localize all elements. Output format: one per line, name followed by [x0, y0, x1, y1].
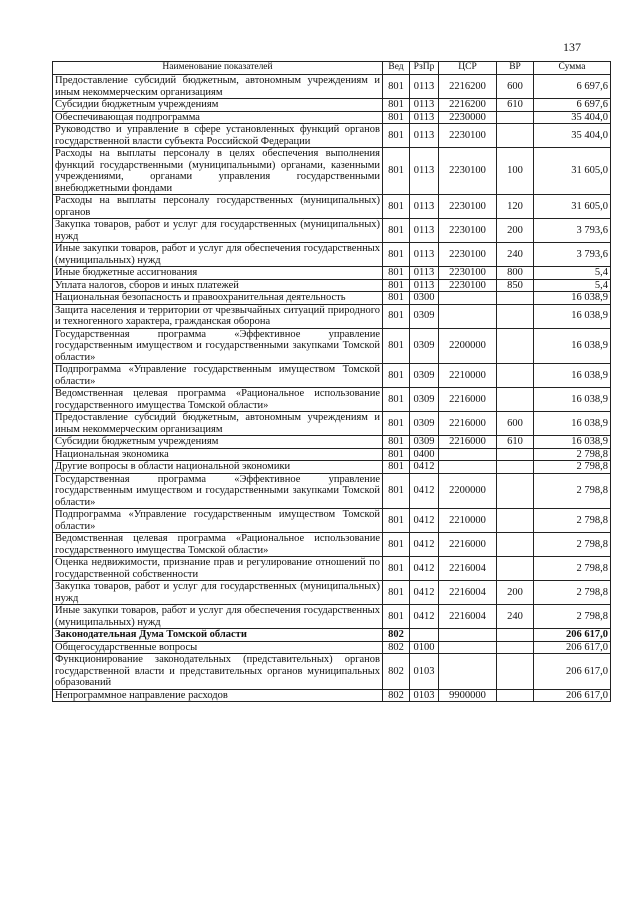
row-vr — [497, 461, 534, 474]
row-name: Субсидии бюджетным учреждениям — [53, 436, 383, 449]
row-rzpr: 0113 — [410, 195, 439, 219]
row-rzpr: 0412 — [410, 581, 439, 605]
table-row — [53, 641, 611, 654]
row-vr: 200 — [497, 219, 534, 243]
row-vr: 600 — [497, 75, 534, 99]
row-vr — [497, 473, 534, 509]
row-ved: 801 — [383, 364, 410, 388]
row-sum: 5,4 — [534, 267, 611, 280]
row-vr — [497, 388, 534, 412]
row-name: Уплата налогов, сборов и иных платежей — [53, 279, 383, 292]
row-csr — [439, 304, 497, 328]
row-csr: 2216000 — [439, 436, 497, 449]
row-csr: 2216004 — [439, 605, 497, 629]
row-rzpr: 0412 — [410, 509, 439, 533]
row-name: Национальная экономика — [53, 448, 383, 461]
row-sum: 2 798,8 — [534, 557, 611, 581]
row-name: Обеспечивающая подпрограмма — [53, 111, 383, 124]
row-name: Другие вопросы в области национальной экономики — [53, 461, 383, 474]
header-sum: Сумма — [534, 62, 611, 75]
row-ved: 802 — [383, 641, 410, 654]
row-csr: 2200000 — [439, 473, 497, 509]
row-ved: 801 — [383, 581, 410, 605]
row-sum: 6 697,6 — [534, 99, 611, 112]
table-row — [53, 279, 611, 292]
row-ved: 801 — [383, 195, 410, 219]
table-row — [53, 267, 611, 280]
header-ved: Вед — [383, 62, 410, 75]
table-row — [53, 243, 611, 267]
row-csr: 2216000 — [439, 533, 497, 557]
row-rzpr: 0412 — [410, 533, 439, 557]
table-row — [53, 99, 611, 112]
row-ved: 801 — [383, 292, 410, 305]
table-row — [53, 148, 611, 195]
row-vr — [497, 328, 534, 364]
row-sum: 206 617,0 — [534, 654, 611, 690]
row-name: Предоставление субсидий бюджетным, автономным учреждениям и иным некоммерческим организациям — [53, 412, 383, 436]
table-header-row — [53, 62, 611, 75]
table-body — [53, 75, 611, 702]
row-rzpr: 0412 — [410, 557, 439, 581]
row-sum: 3 793,6 — [534, 243, 611, 267]
row-ved: 801 — [383, 279, 410, 292]
row-vr: 600 — [497, 412, 534, 436]
row-vr: 610 — [497, 99, 534, 112]
row-vr — [497, 364, 534, 388]
row-name: Оценка недвижимости, признание прав и регулирование отношений по государственной собственности — [53, 557, 383, 581]
row-vr: 200 — [497, 581, 534, 605]
table-row — [53, 448, 611, 461]
table-row — [53, 509, 611, 533]
row-name: Законодательная Дума Томской области — [53, 629, 383, 642]
table-row — [53, 364, 611, 388]
row-rzpr: 0113 — [410, 99, 439, 112]
table-row — [53, 111, 611, 124]
table-row — [53, 581, 611, 605]
row-ved: 801 — [383, 533, 410, 557]
row-rzpr: 0412 — [410, 605, 439, 629]
row-ved: 801 — [383, 267, 410, 280]
budget-table — [52, 61, 611, 702]
page-number: 137 — [563, 40, 581, 54]
row-rzpr: 0103 — [410, 689, 439, 702]
row-ved: 801 — [383, 448, 410, 461]
row-rzpr: 0309 — [410, 436, 439, 449]
row-name: Подпрограмма «Управление государственным имуществом Томской области» — [53, 509, 383, 533]
row-rzpr: 0113 — [410, 124, 439, 148]
row-rzpr: 0113 — [410, 243, 439, 267]
row-ved: 802 — [383, 629, 410, 642]
row-name: Ведомственная целевая программа «Рациональное использование государственного имущества Томской области» — [53, 388, 383, 412]
row-sum: 31 605,0 — [534, 195, 611, 219]
row-vr: 240 — [497, 243, 534, 267]
table-row — [53, 388, 611, 412]
row-sum: 2 798,8 — [534, 581, 611, 605]
row-sum: 206 617,0 — [534, 689, 611, 702]
table-row — [53, 75, 611, 99]
row-ved: 801 — [383, 436, 410, 449]
row-vr: 850 — [497, 279, 534, 292]
row-ved: 801 — [383, 148, 410, 195]
row-vr — [497, 448, 534, 461]
row-rzpr: 0309 — [410, 412, 439, 436]
row-csr: 2216004 — [439, 557, 497, 581]
row-name: Иные бюджетные ассигнования — [53, 267, 383, 280]
table-row — [53, 219, 611, 243]
row-sum: 2 798,8 — [534, 461, 611, 474]
row-csr: 2230100 — [439, 279, 497, 292]
header-vr: ВР — [497, 62, 534, 75]
row-sum: 16 038,9 — [534, 388, 611, 412]
row-csr: 2200000 — [439, 328, 497, 364]
table-row — [53, 195, 611, 219]
row-rzpr: 0113 — [410, 219, 439, 243]
row-ved: 801 — [383, 111, 410, 124]
row-sum: 2 798,8 — [534, 448, 611, 461]
row-csr: 2230100 — [439, 124, 497, 148]
row-vr: 800 — [497, 267, 534, 280]
row-sum: 2 798,8 — [534, 509, 611, 533]
row-name: Подпрограмма «Управление государственным имуществом Томской области» — [53, 364, 383, 388]
table-row — [53, 689, 611, 702]
row-vr: 610 — [497, 436, 534, 449]
row-name: Функционирование законодательных (представительных) органов государственной власти и представительных органов муниципальных образований — [53, 654, 383, 690]
row-csr: 2230100 — [439, 195, 497, 219]
row-name: Государственная программа «Эффективное управление государственным имуществом и государственными закупками Томской области» — [53, 473, 383, 509]
row-vr: 100 — [497, 148, 534, 195]
row-csr: 2210000 — [439, 509, 497, 533]
row-vr — [497, 124, 534, 148]
row-vr — [497, 654, 534, 690]
row-ved: 801 — [383, 509, 410, 533]
table-row — [53, 533, 611, 557]
row-rzpr: 0309 — [410, 388, 439, 412]
row-ved: 801 — [383, 219, 410, 243]
row-vr — [497, 111, 534, 124]
row-sum: 16 038,9 — [534, 412, 611, 436]
row-name: Ведомственная целевая программа «Рациональное использование государственного имущества Томской области» — [53, 533, 383, 557]
row-csr: 9900000 — [439, 689, 497, 702]
row-name: Предоставление субсидий бюджетным, автономным учреждениям и иным некоммерческим организациям — [53, 75, 383, 99]
header-rzpr: РзПр — [410, 62, 439, 75]
row-ved: 802 — [383, 689, 410, 702]
row-csr: 2230100 — [439, 148, 497, 195]
row-ved: 801 — [383, 412, 410, 436]
row-rzpr: 0113 — [410, 111, 439, 124]
table-row — [53, 304, 611, 328]
row-csr: 2216000 — [439, 412, 497, 436]
row-rzpr: 0412 — [410, 473, 439, 509]
row-name: Закупка товаров, работ и услуг для государственных (муниципальных) нужд — [53, 581, 383, 605]
row-vr: 120 — [497, 195, 534, 219]
table-row — [53, 436, 611, 449]
row-vr — [497, 689, 534, 702]
table-row — [53, 461, 611, 474]
row-rzpr: 0113 — [410, 267, 439, 280]
row-vr — [497, 304, 534, 328]
table-row — [53, 557, 611, 581]
row-rzpr: 0309 — [410, 304, 439, 328]
row-sum: 16 038,9 — [534, 304, 611, 328]
row-csr: 2230100 — [439, 243, 497, 267]
row-name: Защита населения и территории от чрезвычайных ситуаций природного и техногенного характера, гражданская оборона — [53, 304, 383, 328]
table-row — [53, 605, 611, 629]
row-name: Непрограммное направление расходов — [53, 689, 383, 702]
table-row — [53, 473, 611, 509]
row-name: Расходы на выплаты персоналу в целях обеспечения выполнения функций государственными (муниципальными) органами, казенными учреждениями, органами управления государственными внебюджетными фондами — [53, 148, 383, 195]
row-name: Национальная безопасность и правоохранительная деятельность — [53, 292, 383, 305]
row-vr — [497, 533, 534, 557]
row-csr — [439, 461, 497, 474]
table-row — [53, 124, 611, 148]
row-name: Общегосударственные вопросы — [53, 641, 383, 654]
row-csr — [439, 641, 497, 654]
row-csr: 2216200 — [439, 75, 497, 99]
row-csr — [439, 448, 497, 461]
table-row — [53, 629, 611, 642]
row-ved: 801 — [383, 557, 410, 581]
row-csr — [439, 629, 497, 642]
row-ved: 801 — [383, 388, 410, 412]
row-sum: 35 404,0 — [534, 124, 611, 148]
row-sum: 206 617,0 — [534, 629, 611, 642]
row-ved: 801 — [383, 124, 410, 148]
row-rzpr: 0309 — [410, 328, 439, 364]
row-csr — [439, 292, 497, 305]
row-rzpr: 0300 — [410, 292, 439, 305]
row-ved: 801 — [383, 473, 410, 509]
row-csr: 2230000 — [439, 111, 497, 124]
row-name: Руководство и управление в сфере установленных функций органов государственной власти субъекта Российской Федерации — [53, 124, 383, 148]
row-vr — [497, 557, 534, 581]
row-sum: 16 038,9 — [534, 292, 611, 305]
row-name: Иные закупки товаров, работ и услуг для обеспечения государственных (муниципальных) нужд — [53, 243, 383, 267]
row-ved: 801 — [383, 328, 410, 364]
row-rzpr — [410, 629, 439, 642]
row-csr: 2230100 — [439, 219, 497, 243]
row-sum: 31 605,0 — [534, 148, 611, 195]
row-ved: 801 — [383, 605, 410, 629]
row-name: Государственная программа «Эффективное управление государственным имуществом и государственными закупками Томской области» — [53, 328, 383, 364]
header-csr: ЦСР — [439, 62, 497, 75]
row-rzpr: 0400 — [410, 448, 439, 461]
row-sum: 2 798,8 — [534, 533, 611, 557]
row-vr — [497, 629, 534, 642]
row-ved: 802 — [383, 654, 410, 690]
table-row — [53, 328, 611, 364]
row-vr — [497, 292, 534, 305]
row-rzpr: 0113 — [410, 75, 439, 99]
row-sum: 35 404,0 — [534, 111, 611, 124]
row-vr: 240 — [497, 605, 534, 629]
row-ved: 801 — [383, 304, 410, 328]
row-rzpr: 0100 — [410, 641, 439, 654]
table-row — [53, 654, 611, 690]
row-ved: 801 — [383, 99, 410, 112]
row-sum: 16 038,9 — [534, 364, 611, 388]
row-rzpr: 0113 — [410, 279, 439, 292]
row-csr: 2216004 — [439, 581, 497, 605]
table-row — [53, 412, 611, 436]
row-rzpr: 0103 — [410, 654, 439, 690]
table-row — [53, 292, 611, 305]
row-csr — [439, 654, 497, 690]
row-sum: 16 038,9 — [534, 436, 611, 449]
row-sum: 2 798,8 — [534, 473, 611, 509]
row-name: Расходы на выплаты персоналу государственных (муниципальных) органов — [53, 195, 383, 219]
row-name: Закупка товаров, работ и услуг для государственных (муниципальных) нужд — [53, 219, 383, 243]
row-rzpr: 0412 — [410, 461, 439, 474]
row-sum: 2 798,8 — [534, 605, 611, 629]
row-rzpr: 0309 — [410, 364, 439, 388]
header-name: Наименование показателей — [53, 62, 383, 75]
row-sum: 16 038,9 — [534, 328, 611, 364]
row-csr: 2210000 — [439, 364, 497, 388]
row-ved: 801 — [383, 75, 410, 99]
row-name: Субсидии бюджетным учреждениям — [53, 99, 383, 112]
row-sum: 3 793,6 — [534, 219, 611, 243]
row-name: Иные закупки товаров, работ и услуг для обеспечения государственных (муниципальных) нужд — [53, 605, 383, 629]
row-vr — [497, 641, 534, 654]
row-csr: 2230100 — [439, 267, 497, 280]
row-csr: 2216200 — [439, 99, 497, 112]
row-sum: 206 617,0 — [534, 641, 611, 654]
row-rzpr: 0113 — [410, 148, 439, 195]
row-ved: 801 — [383, 461, 410, 474]
row-sum: 5,4 — [534, 279, 611, 292]
row-vr — [497, 509, 534, 533]
row-sum: 6 697,6 — [534, 75, 611, 99]
row-ved: 801 — [383, 243, 410, 267]
row-csr: 2216000 — [439, 388, 497, 412]
